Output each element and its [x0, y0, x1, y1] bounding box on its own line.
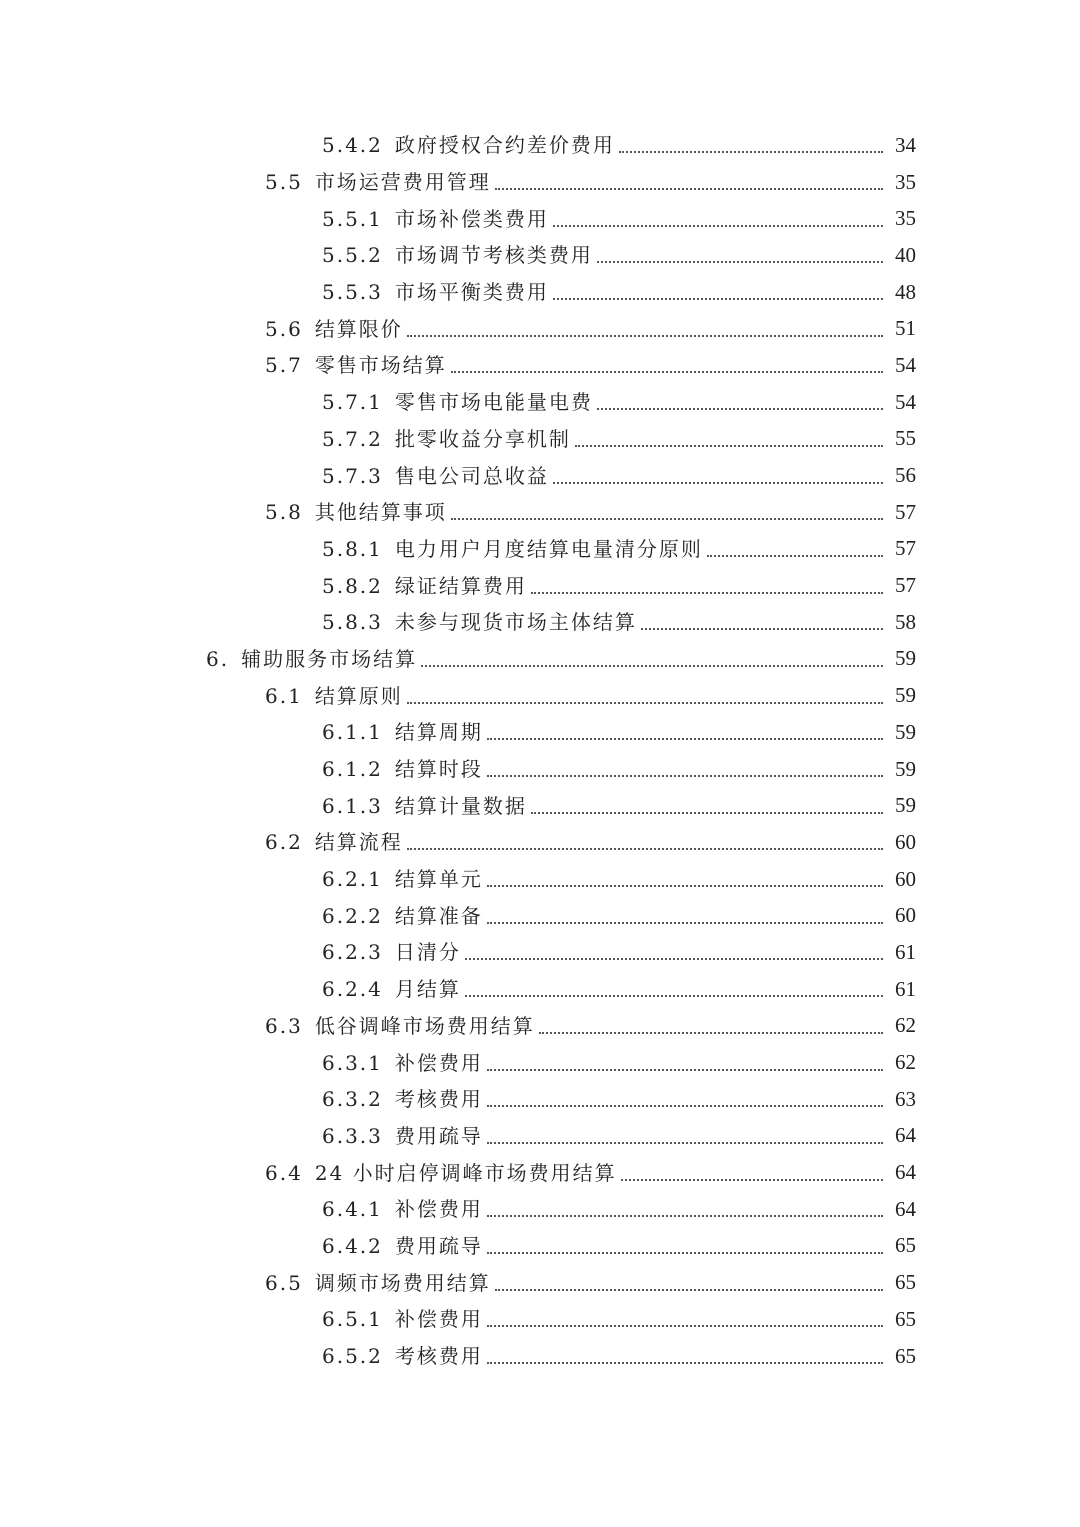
toc-entry-number: 6.3 [265, 1013, 303, 1038]
toc-entry[interactable] [0, 200, 1080, 237]
toc-entry[interactable] [0, 274, 1080, 311]
toc-entry-page-number: 64 [895, 1160, 916, 1185]
toc-entry-page-number: 57 [895, 499, 916, 524]
toc-entry-title: 结算周期 [394, 720, 483, 745]
toc-entry-title: 市场平衡类费用 [394, 280, 549, 305]
toc-entry-number: 6.4.1 [322, 1197, 383, 1222]
toc-entry-page-number: 62 [895, 1050, 916, 1075]
toc-entry-number: 5.8 [265, 500, 303, 525]
toc-entry-page-number: 54 [895, 389, 916, 414]
toc-entry-page-number: 51 [895, 316, 916, 341]
toc-entry-title: 补偿费用 [394, 1197, 483, 1222]
dot-leader [619, 151, 883, 153]
toc-entry[interactable] [0, 494, 1080, 531]
toc-entry[interactable] [0, 1264, 1080, 1301]
toc-entry-number: 6. [206, 646, 230, 671]
dot-leader [621, 1179, 883, 1181]
dot-leader [487, 1362, 883, 1364]
toc-entry-page-number: 58 [895, 609, 916, 634]
toc-entry-title: 结算准备 [394, 903, 483, 928]
toc-entry[interactable] [0, 1338, 1080, 1375]
toc-entry-page-number: 64 [895, 1123, 916, 1148]
toc-entry-number: 6.2.2 [322, 903, 383, 928]
toc-entry-number: 5.4.2 [322, 133, 383, 158]
dot-leader [553, 225, 883, 227]
dot-leader [575, 445, 883, 447]
toc-entry[interactable] [0, 567, 1080, 604]
toc-entry-page-number: 57 [895, 573, 916, 598]
toc-entry[interactable] [0, 897, 1080, 934]
toc-entry-page-number: 59 [895, 646, 916, 671]
toc-entry[interactable] [0, 934, 1080, 971]
toc-entry-number: 5.7.2 [322, 426, 383, 451]
toc-entry-title: 24 小时启停调峰市场费用结算 [314, 1160, 617, 1185]
dot-leader [539, 1032, 883, 1034]
dot-leader [407, 848, 883, 850]
toc-entry-number: 6.3.3 [322, 1123, 383, 1148]
dot-leader [495, 188, 883, 190]
toc-entry-number: 6.5.1 [322, 1307, 383, 1332]
toc-entry[interactable] [0, 824, 1080, 861]
toc-entry[interactable] [0, 127, 1080, 164]
toc-entry-number: 6.5.2 [322, 1344, 383, 1369]
toc-entry[interactable] [0, 1081, 1080, 1118]
toc-entry-title: 未参与现货市场主体结算 [394, 610, 637, 635]
toc-entry-page-number: 59 [895, 683, 916, 708]
toc-entry-page-number: 35 [895, 206, 916, 231]
toc-entry[interactable] [0, 751, 1080, 788]
toc-entry[interactable] [0, 971, 1080, 1008]
toc-entry-title: 辅助服务市场结算 [241, 646, 418, 671]
dot-leader [487, 1142, 883, 1144]
toc-entry[interactable] [0, 1228, 1080, 1265]
dot-leader [487, 1215, 883, 1217]
toc-entry-number: 5.8.2 [322, 573, 383, 598]
toc-entry-title: 结算计量数据 [394, 793, 527, 818]
dot-leader [707, 555, 883, 557]
toc-entry-page-number: 34 [895, 132, 916, 157]
toc-entry[interactable] [0, 1044, 1080, 1081]
toc-entry-number: 6.2.4 [322, 977, 383, 1002]
toc-entry[interactable] [0, 421, 1080, 458]
toc-entry-title: 低谷调峰市场费用结算 [314, 1013, 535, 1038]
toc-entry-page-number: 65 [895, 1343, 916, 1368]
dot-leader [487, 1252, 883, 1254]
toc-entry-title: 月结算 [394, 977, 461, 1002]
toc-entry[interactable] [0, 604, 1080, 641]
toc-entry-title: 调频市场费用结算 [314, 1270, 491, 1295]
toc-entry-title: 售电公司总收益 [394, 463, 549, 488]
toc-entry-title: 补偿费用 [394, 1050, 483, 1075]
toc-entry-number: 6.4 [265, 1160, 303, 1185]
dot-leader [451, 371, 883, 373]
toc-entry-number: 5.5 [265, 170, 303, 195]
toc-entry-page-number: 63 [895, 1086, 916, 1111]
toc-entry-page-number: 40 [895, 242, 916, 267]
toc-entry-title: 市场补偿类费用 [394, 206, 549, 231]
dot-leader [597, 261, 883, 263]
toc-entry[interactable] [0, 384, 1080, 421]
toc-entry-title: 考核费用 [394, 1344, 483, 1369]
toc-entry[interactable] [0, 641, 1080, 678]
toc-entry-title: 其他结算事项 [314, 500, 447, 525]
toc-entry-title: 绿证结算费用 [394, 573, 527, 598]
dot-leader [531, 592, 883, 594]
toc-entry-number: 6.1.2 [322, 757, 383, 782]
toc-entry-page-number: 35 [895, 169, 916, 194]
toc-entry-number: 6.2 [265, 830, 303, 855]
toc-entry[interactable] [0, 164, 1080, 201]
toc-entry-number: 6.2.3 [322, 940, 383, 965]
toc-entry-page-number: 60 [895, 903, 916, 928]
toc-entry-page-number: 61 [895, 939, 916, 964]
dot-leader [487, 775, 883, 777]
toc-entry[interactable] [0, 310, 1080, 347]
toc-entry-title: 零售市场电能量电费 [394, 390, 593, 415]
toc-entry[interactable] [0, 237, 1080, 274]
toc-entry-page-number: 54 [895, 352, 916, 377]
toc-entry-page-number: 65 [895, 1233, 916, 1258]
dot-leader [487, 922, 883, 924]
dot-leader [553, 298, 883, 300]
toc-entry[interactable] [0, 347, 1080, 384]
dot-leader [487, 885, 883, 887]
toc-entry-title: 考核费用 [394, 1087, 483, 1112]
dot-leader [451, 518, 883, 520]
toc-entry[interactable] [0, 1008, 1080, 1045]
toc-entry-title: 日清分 [394, 940, 461, 965]
dot-leader [597, 408, 883, 410]
toc-entry[interactable] [0, 714, 1080, 751]
toc-entry-number: 6.4.2 [322, 1233, 383, 1258]
toc-entry-title: 市场运营费用管理 [314, 170, 491, 195]
toc-entry-page-number: 65 [895, 1306, 916, 1331]
toc-entry-title: 结算原则 [314, 683, 403, 708]
toc-entry-page-number: 56 [895, 463, 916, 488]
toc-entry-number: 5.8.3 [322, 610, 383, 635]
toc-entry-title: 零售市场结算 [314, 353, 447, 378]
toc-entry[interactable] [0, 677, 1080, 714]
toc-entry-page-number: 60 [895, 829, 916, 854]
toc-entry-number: 5.6 [265, 316, 303, 341]
toc-entry-title: 批零收益分享机制 [394, 426, 571, 451]
toc-entry-page-number: 59 [895, 756, 916, 781]
toc-entry-page-number: 57 [895, 536, 916, 561]
toc-entry[interactable] [0, 1154, 1080, 1191]
toc-entry-page-number: 62 [895, 1013, 916, 1038]
toc-entry-number: 6.2.1 [322, 867, 383, 892]
dot-leader [465, 958, 883, 960]
toc-entry-title: 结算时段 [394, 757, 483, 782]
toc-entry-title: 补偿费用 [394, 1307, 483, 1332]
dot-leader [487, 1325, 883, 1327]
toc-entry-title: 结算流程 [314, 830, 403, 855]
toc-entry-number: 6.3.2 [322, 1087, 383, 1112]
toc-entry[interactable] [0, 1191, 1080, 1228]
toc-entry-number: 5.7 [265, 353, 303, 378]
toc-entry-title: 政府授权合约差价费用 [394, 133, 615, 158]
toc-entry-title: 费用疏导 [394, 1233, 483, 1258]
toc-entry[interactable] [0, 787, 1080, 824]
toc-entry-title: 结算单元 [394, 867, 483, 892]
toc-entry-number: 5.8.1 [322, 536, 383, 561]
dot-leader [407, 702, 883, 704]
table-of-contents [0, 127, 1080, 1374]
toc-entry-page-number: 61 [895, 976, 916, 1001]
dot-leader [495, 1289, 883, 1291]
toc-entry-number: 5.5.3 [322, 280, 383, 305]
toc-entry-number: 6.1.3 [322, 793, 383, 818]
toc-entry[interactable] [0, 457, 1080, 494]
toc-entry-page-number: 60 [895, 866, 916, 891]
dot-leader [487, 738, 883, 740]
toc-entry[interactable] [0, 531, 1080, 568]
dot-leader [553, 482, 883, 484]
toc-entry-number: 6.1 [265, 683, 303, 708]
dot-leader [407, 335, 883, 337]
dot-leader [465, 995, 883, 997]
toc-entry-title: 市场调节考核类费用 [394, 243, 593, 268]
dot-leader [531, 812, 883, 814]
toc-entry[interactable] [0, 1118, 1080, 1155]
toc-entry-page-number: 59 [895, 719, 916, 744]
toc-entry[interactable] [0, 1301, 1080, 1338]
toc-entry-title: 费用疏导 [394, 1123, 483, 1148]
toc-entry-number: 6.5 [265, 1270, 303, 1295]
toc-entry-number: 5.5.2 [322, 243, 383, 268]
toc-entry-number: 5.5.1 [322, 206, 383, 231]
dot-leader [487, 1105, 883, 1107]
toc-entry-page-number: 55 [895, 426, 916, 451]
toc-entry-title: 结算限价 [314, 316, 403, 341]
toc-entry-number: 5.7.1 [322, 390, 383, 415]
dot-leader [487, 1069, 883, 1071]
toc-entry-page-number: 48 [895, 279, 916, 304]
dot-leader [421, 665, 883, 667]
toc-entry-number: 5.7.3 [322, 463, 383, 488]
toc-entry[interactable] [0, 861, 1080, 898]
toc-entry-page-number: 65 [895, 1270, 916, 1295]
toc-entry-title: 电力用户月度结算电量清分原则 [394, 536, 703, 561]
toc-entry-number: 6.1.1 [322, 720, 383, 745]
toc-entry-page-number: 64 [895, 1196, 916, 1221]
toc-entry-number: 6.3.1 [322, 1050, 383, 1075]
toc-entry-page-number: 59 [895, 793, 916, 818]
dot-leader [641, 628, 883, 630]
